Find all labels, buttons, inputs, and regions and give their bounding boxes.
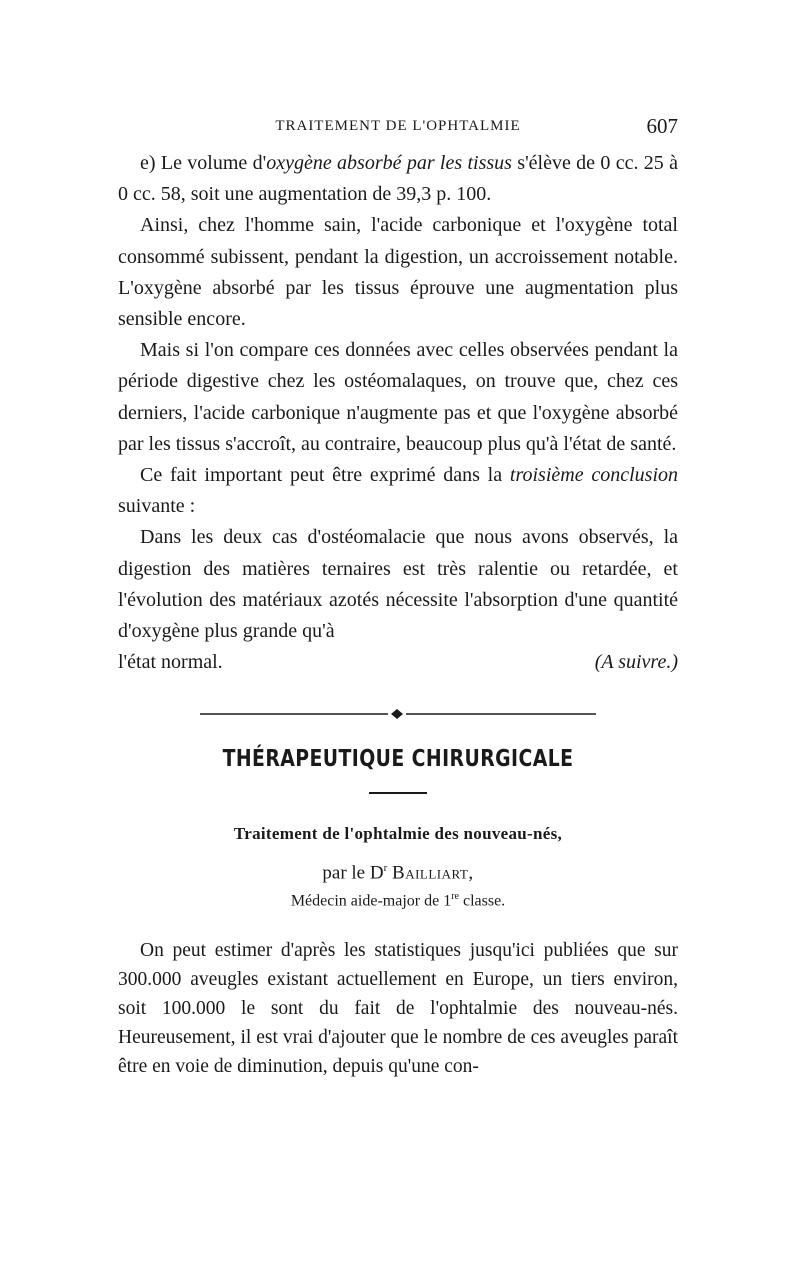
paragraph-text: suivante : [118, 495, 196, 518]
paragraph-third-conclusion [118, 460, 678, 522]
ornament-rule-icon [200, 708, 596, 720]
to-be-continued: (A suivre.) [594, 651, 678, 674]
section-separator [200, 708, 596, 720]
paragraph-statistics: On peut estimer d'après les statistiques jusqu'ici publiées que sur 300.000 aveugles existant actuellement en Europe, un tiers environ, soit 100.000 le sont du fait de l'ophtalmie des nouveau-nés. Heureusement, il est vrai d'ajouter que le nombre de ces aveugles paraît être en voie de diminution, depuis qu'une con- [118, 940, 678, 1078]
running-head [118, 112, 678, 146]
paragraph-text: l'état normal. [118, 651, 223, 674]
section-title: THÉRAPEUTIQUE CHIRURGICALE [222, 746, 574, 773]
byline [118, 862, 678, 884]
italic-phrase: troisième conclusion [509, 464, 679, 487]
paragraph-oxygen-volume [118, 148, 678, 210]
paragraph-text: Ce fait important peut être exprimé dans la [140, 464, 510, 487]
paragraph-healthy-man: Ainsi, chez l'homme sain, l'acide carbonique et l'oxygène total consommé subissent, pendant la digestion, un accroissement notable. L'oxygène absorbé par les tissus éprouve une augmentation plus sensible encore. [118, 214, 678, 331]
affiliation-superscript: re [451, 890, 459, 902]
paragraph-text: s'élève de 0 cc. 25 à 0 cc. 58, soit une augmentation de 39,3 p. 100. [118, 152, 678, 206]
affiliation-text: classe. [458, 892, 506, 910]
author-name: Bailliart, [392, 862, 474, 884]
paragraph-comparison: Mais si l'on compare ces données avec celles observées pendant la période digestive chez les ostéomalaques, on trouve que, chez ces derniers, l'acide carbonique n'augmente pas et que l'oxygène absorbé par les tissus s'accroît, au contraire, beaucoup plus qu'à l'état de santé. [118, 339, 678, 455]
paragraph-text: e) Le volume d' [140, 152, 267, 174]
affiliation-text: Médecin aide-major de 1 [290, 892, 452, 910]
paragraph-osteomalacia [118, 522, 678, 678]
paragraph-text: Dans les deux cas d'ostéomalacie que nous avons observés, la digestion des matières ternaires est très ralentie ou retardée, et l'évolution des matériaux azotés nécessite l'absorption d'une quantité d'oxygène plus grande qu'à [118, 526, 678, 643]
page-number: 607 [646, 114, 678, 138]
running-title: TRAITEMENT DE L'OPHTALMIE [275, 118, 521, 134]
title-rule [369, 792, 427, 794]
document-page [118, 112, 678, 1081]
article-body [118, 936, 678, 1081]
paragraph-last-line [118, 647, 678, 678]
article-title: Traitement de l'ophtalmie des nouveau-nés, [233, 824, 563, 844]
author-affiliation [118, 891, 678, 910]
byline-prefix: par le D [322, 862, 384, 884]
italic-phrase: oxygène absorbé par les tissus [266, 152, 512, 174]
byline-superscript: r [383, 862, 388, 875]
